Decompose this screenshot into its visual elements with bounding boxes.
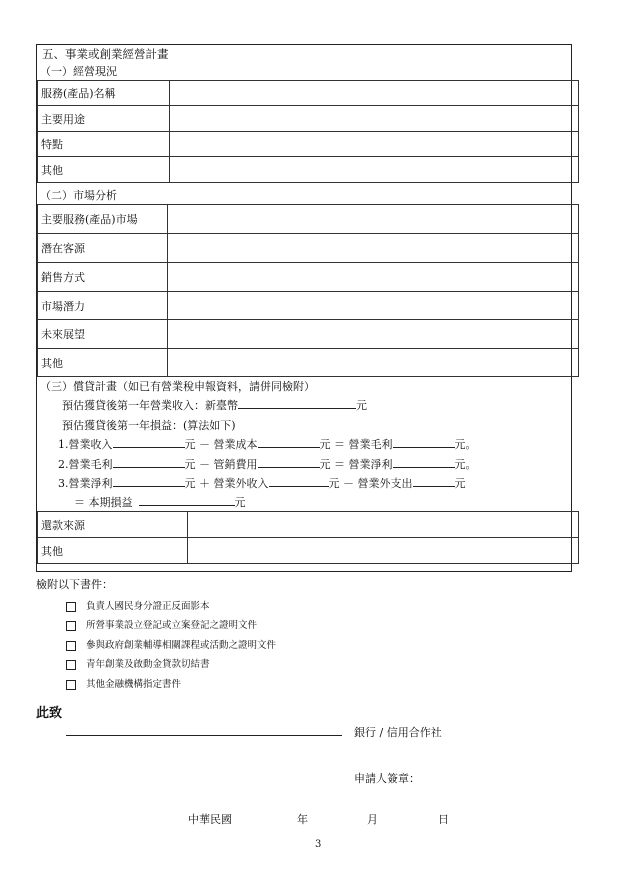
row-label: 未來展望 [38,320,168,349]
market-table [37,204,579,377]
checkbox[interactable] [66,602,76,612]
attach-item: 負責人國民身分證正反面影本 [66,598,210,612]
row-label: 主要服務(產品)市場 [38,205,168,234]
closing-to: 此致 [36,706,63,721]
checkbox[interactable] [66,641,76,651]
formula-field[interactable] [393,456,455,468]
formula-field[interactable] [113,456,185,468]
formula-field[interactable] [139,494,235,506]
checkbox[interactable] [66,680,76,690]
date-month: 月 [367,813,378,826]
field-cell[interactable] [168,234,579,263]
field-cell[interactable] [170,106,579,132]
row-label: 還款來源 [38,512,188,538]
row-label: 市場潛力 [38,292,168,320]
bank-name-line[interactable] [66,735,342,736]
row-label: 特點 [38,132,170,157]
revenue-line: 預估獲貸後第一年營業收入：新臺幣 元 [62,399,367,412]
row-label: 其他 [38,538,188,564]
sub1-title: （一）經營現況 [40,65,117,78]
checkbox[interactable] [66,660,76,670]
revenue-field[interactable] [238,397,356,409]
attach-title: 檢附以下書件： [36,578,113,591]
bank-label: 銀行 / 信用合作社 [354,726,442,739]
attach-item: 其他金融機構指定書件 [66,676,181,690]
formula-field[interactable] [258,456,320,468]
formula-3: 3.營業淨利 元 ＋ 營業外收入 元 － 營業外支出 元 [58,477,466,490]
field-cell[interactable] [170,132,579,157]
attach-item: 參與政府創業輔導相關課程或活動之證明文件 [66,637,276,651]
formula-field[interactable] [113,436,185,448]
field-cell[interactable] [168,292,579,320]
formula-4: ＝ 本期損益 元 [74,496,246,509]
repay-table [37,511,579,564]
formula-field[interactable] [393,436,455,448]
field-cell[interactable] [168,205,579,234]
profit-label: 預估獲貸後第一年損益：(算法如下) [62,419,236,432]
date-year: 年 [297,813,308,826]
row-label: 潛在客源 [38,234,168,263]
formula-2: 2.營業毛利 元 － 管銷費用 元 ＝ 營業淨利 元。 [58,458,477,471]
row-label: 服務(產品)名稱 [38,81,170,106]
row-label: 主要用途 [38,106,170,132]
row-label: 其他 [38,157,170,183]
sub3-title: （三）償貸計畫（如已有營業稅申報資料，請併同檢附） [40,380,315,393]
date-day: 日 [438,813,449,826]
formula-field[interactable] [413,475,455,487]
formula-field[interactable] [113,475,185,487]
attach-item: 所營事業設立登記或立案登記之證明文件 [66,617,257,631]
checkbox[interactable] [66,621,76,631]
formula-1: 1.營業收入 元 － 營業成本 元 ＝ 營業毛利 元。 [58,438,477,451]
field-cell[interactable] [168,263,579,292]
formula-field[interactable] [269,475,329,487]
sub2-title: （二）市場分析 [40,189,117,202]
field-cell[interactable] [168,320,579,349]
operation-table [37,80,579,183]
field-cell[interactable] [170,81,579,106]
row-label: 其他 [38,349,168,377]
field-cell[interactable] [188,512,579,538]
field-cell[interactable] [170,157,579,183]
date-prefix: 中華民國 [188,813,232,826]
applicant-signature-label: 申請人簽章： [354,772,420,785]
field-cell[interactable] [168,349,579,377]
field-cell[interactable] [188,538,579,564]
section-title: 五、事業或創業經營計畫 [42,47,169,61]
page-number: 3 [315,839,322,850]
row-label: 銷售方式 [38,263,168,292]
attach-item: 青年創業及啟動金貸款切結書 [66,656,210,670]
formula-field[interactable] [258,436,320,448]
